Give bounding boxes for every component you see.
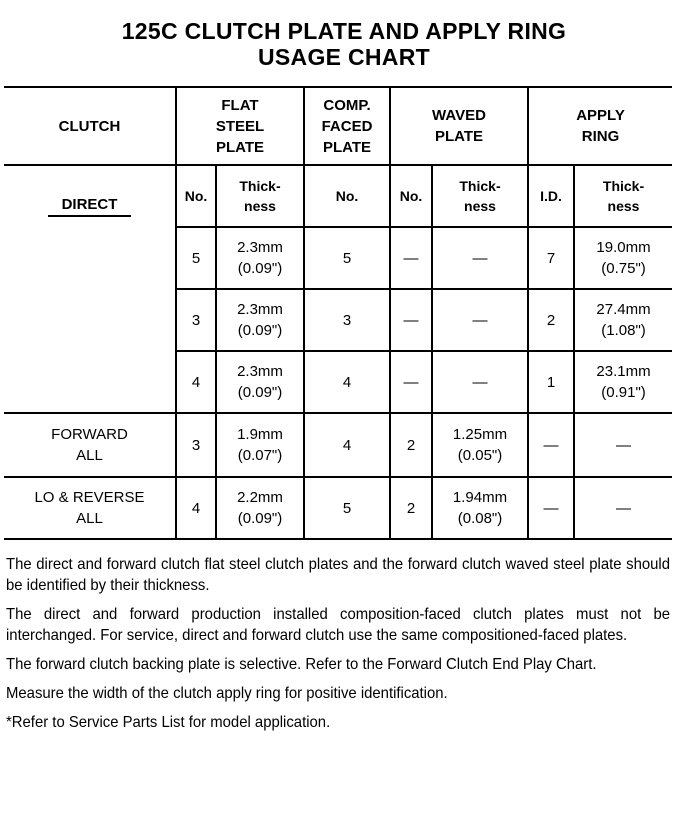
clutch-direct-cell xyxy=(4,165,176,413)
ring-id: — xyxy=(528,477,574,539)
note-3: The forward clutch backing plate is selective. Refer to the Forward Clutch End Play Chart. xyxy=(6,656,597,673)
header-flat-steel-plate: FLAT STEEL PLATE xyxy=(176,87,304,165)
header-waved-plate: WAVED PLATE xyxy=(390,87,528,165)
comp-no: 5 xyxy=(304,477,390,539)
notes-section xyxy=(6,554,670,741)
usage-table xyxy=(4,86,672,540)
flat-thickness: 2.3mm (0.09") xyxy=(216,351,304,413)
waved-thickness: 1.94mm (0.08") xyxy=(432,477,528,539)
ring-id: — xyxy=(528,413,574,477)
clutch-name-direct: DIRECT xyxy=(48,195,132,217)
waved-thickness: — xyxy=(432,227,528,289)
ring-thickness: 19.0mm (0.75") xyxy=(574,227,672,289)
comp-no: 3 xyxy=(304,289,390,351)
table-row xyxy=(4,413,672,477)
flat-no: 3 xyxy=(176,413,216,477)
ring-thickness: — xyxy=(574,477,672,539)
flat-thickness: 2.3mm (0.09") xyxy=(216,289,304,351)
waved-no: — xyxy=(390,351,432,413)
note-2: The direct and forward production installed composition-faced clutch plates must not be interchanged. For service, direct and forward clutch use the same compositioned-faced plates. xyxy=(6,606,671,644)
header-comp-faced-plate: COMP. FACED PLATE xyxy=(304,87,390,165)
subheader-comp-no: No. xyxy=(304,165,390,227)
ring-id: 2 xyxy=(528,289,574,351)
waved-no: — xyxy=(390,227,432,289)
note-1: The direct and forward clutch flat steel clutch plates and the forward clutch waved steel plate should be identified by their thickness. xyxy=(6,556,671,594)
clutch-name-forward: FORWARD ALL xyxy=(4,413,176,477)
comp-no: 4 xyxy=(304,351,390,413)
ring-thickness: 23.1mm (0.91") xyxy=(574,351,672,413)
subheader-ring-thickness: Thick- ness xyxy=(574,165,672,227)
table-row xyxy=(4,477,672,539)
waved-thickness: 1.25mm (0.05") xyxy=(432,413,528,477)
note-4: Measure the width of the clutch apply ring for positive identification. xyxy=(6,685,448,702)
subheader-flat-no: No. xyxy=(176,165,216,227)
subheader-ring-id: I.D. xyxy=(528,165,574,227)
flat-no: 3 xyxy=(176,289,216,351)
ring-id: 1 xyxy=(528,351,574,413)
flat-thickness: 2.3mm (0.09") xyxy=(216,227,304,289)
waved-no: 2 xyxy=(390,477,432,539)
waved-thickness: — xyxy=(432,351,528,413)
header-apply-ring: APPLY RING xyxy=(528,87,672,165)
ring-id: 7 xyxy=(528,227,574,289)
flat-thickness: 2.2mm (0.09") xyxy=(216,477,304,539)
clutch-name-lo-reverse: LO & REVERSE ALL xyxy=(4,477,176,539)
flat-thickness: 1.9mm (0.07") xyxy=(216,413,304,477)
title-line-2: USAGE CHART xyxy=(258,44,430,70)
title-line-1: 125C CLUTCH PLATE AND APPLY RING xyxy=(121,18,567,44)
note-5: *Refer to Service Parts List for model application. xyxy=(6,714,331,731)
subheader-waved-no: No. xyxy=(390,165,432,227)
waved-no: — xyxy=(390,289,432,351)
flat-no: 4 xyxy=(176,477,216,539)
comp-no: 4 xyxy=(304,413,390,477)
ring-thickness: — xyxy=(574,413,672,477)
subheader-waved-thickness: Thick- ness xyxy=(432,165,528,227)
waved-thickness: — xyxy=(432,289,528,351)
chart-title xyxy=(0,18,688,70)
ring-thickness: 27.4mm (1.08") xyxy=(574,289,672,351)
waved-no: 2 xyxy=(390,413,432,477)
flat-no: 4 xyxy=(176,351,216,413)
header-clutch: CLUTCH xyxy=(4,87,176,165)
subheader-flat-thickness: Thick- ness xyxy=(216,165,304,227)
comp-no: 5 xyxy=(304,227,390,289)
flat-no: 5 xyxy=(176,227,216,289)
